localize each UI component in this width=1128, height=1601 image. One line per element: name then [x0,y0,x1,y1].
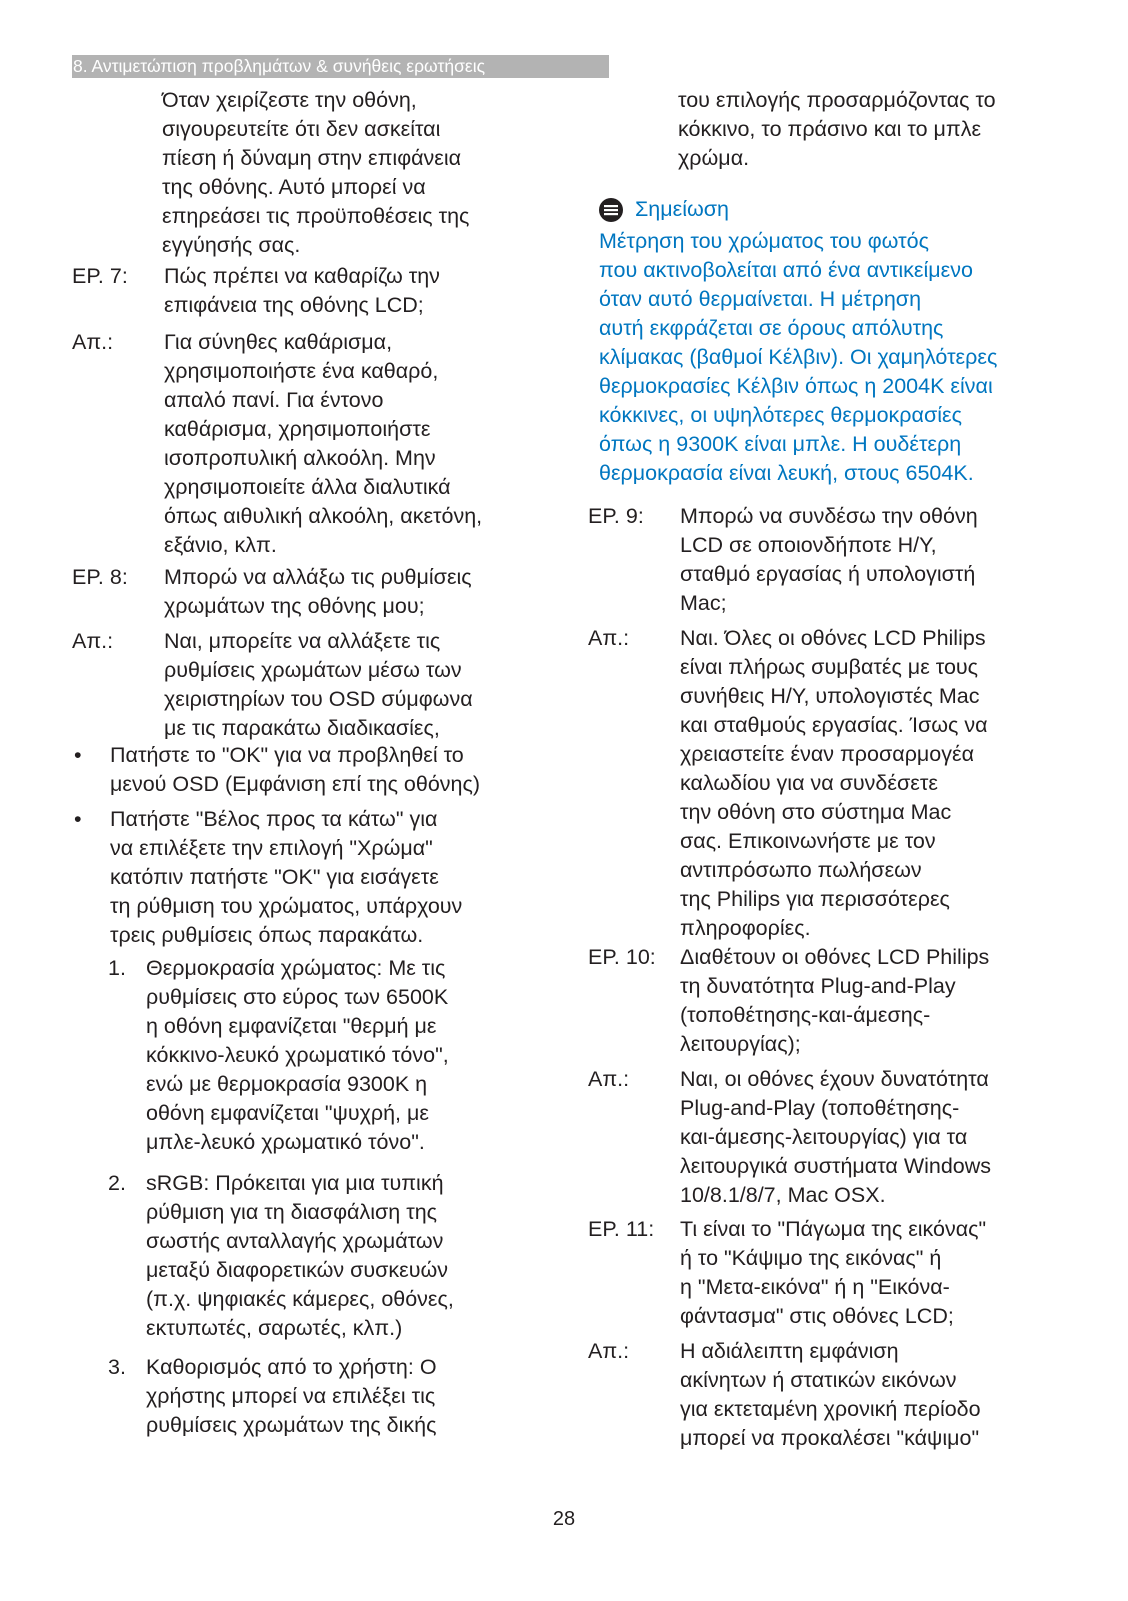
text-line: ρυθμίσεις στο εύρος των 6500K [146,985,449,1009]
question-9 [588,502,1108,618]
text-line: Ναι, μπορείτε να αλλάξετε τις [164,629,441,653]
text-line: κατόπιν πατήστε "OK" για εισάγετε [110,865,439,889]
text-line: εκτυπωτές, σαρωτές, κλπ.) [146,1316,403,1340]
text-line: απαλό πανί. Για έντονο [164,388,384,412]
text-line: Μπορώ να συνδέσω την οθόνη [680,504,978,528]
text-line: κόκκινο, το πράσινο και το μπλε [678,117,982,141]
text-line: καλωδίου για να συνδέσετε [680,771,938,795]
question-label: ΕΡ. 8: [72,565,128,589]
text-line: ρύθμιση για τη διασφάλιση της [146,1200,438,1224]
text-line: πίεση ή δύναμη στην επιφάνεια [162,146,462,170]
text-line: Μέτρηση του χρώματος του φωτός [599,229,929,253]
text-line: επιφάνεια της οθόνης LCD; [164,293,424,317]
text-line: λειτουργίας); [680,1032,801,1056]
text-line: της Philips για περισσότερες [680,887,950,911]
question-label: ΕΡ. 7: [72,264,128,288]
text-line: ή το "Κάψιμο της εικόνας" ή [680,1246,942,1270]
text-line: μπλε-λευκό χρωματικό τόνο". [146,1130,425,1154]
text-line: κλίμακας (βαθμοί Κέλβιν). Οι χαμηλότερες [599,345,998,369]
text-line: χρησιμοποιείτε άλλα διαλυτικά [164,475,451,499]
text-line: LCD σε οποιονδήποτε Η/Υ, [680,533,937,557]
text-line: η "Μετα-εικόνα" ή η "Εικόνα- [680,1275,950,1299]
numbered-item [108,954,608,1157]
text-line: κόκκινες, οι υψηλότερες θερμοκρασίες [599,403,962,427]
question-11 [588,1215,1108,1331]
text-line: με τις παρακάτω διαδικασίες, [164,716,440,740]
text-line: χρήστης μπορεί να επιλέξει τις [146,1384,436,1408]
answer-9 [588,624,1108,943]
intro-paragraph [162,86,602,260]
question-10 [588,943,1108,1059]
question-label: ΕΡ. 10: [588,945,656,969]
text-line: 10/8.1/8/7, Mac OSX. [680,1183,886,1207]
text-line: όταν αυτό θερμαίνεται. Η μέτρηση [599,287,922,311]
text-line: που ακτινοβολείται από ένα αντικείμενο [599,258,973,282]
text-line: σιγουρευτείτε ότι δεν ασκείται [162,117,441,141]
text-line: κόκκινο-λευκό χρωματικό τόνο", [146,1043,449,1067]
text-line: Πατήστε "Βέλος προς τα κάτω" για [110,807,438,831]
text-line: Πατήστε το "OK" για να προβληθεί το [110,743,464,767]
answer-label: Απ.: [588,626,630,650]
text-line: Για σύνηθες καθάρισμα, [164,330,393,354]
text-line: τη δυνατότητα Plug-and-Play [680,974,956,998]
text-line: επηρεάσει τις προϋποθέσεις της [162,204,470,228]
text-line: την οθόνη στο σύστημα Mac [680,800,952,824]
text-line: χρωμάτων της οθόνης μου; [164,594,425,618]
text-line: φάντασμα" στις οθόνες LCD; [680,1304,954,1328]
text-line: χρησιμοποιήστε ένα καθαρό, [164,359,439,383]
text-line: μεταξύ διαφορετικών συσκευών [146,1258,449,1282]
text-line: Τι είναι το "Πάγωμα της εικόνας" [680,1217,987,1241]
answer-7 [72,328,612,560]
bullet-item [72,805,612,950]
answer-8 [72,627,612,743]
note-heading [599,197,729,222]
item-number: 1. [108,956,126,980]
text-line: και σταθμούς εργασίας. Ίσως να [680,713,988,737]
numbered-item [108,1353,608,1440]
note-icon [599,198,623,222]
bullet-item [72,741,612,799]
section-header: 8. Αντιμετώπιση προβλημάτων & συνήθεις ερωτήσεις [72,55,609,78]
text-line: ενώ με θερμοκρασία 9300K η [146,1072,428,1096]
page-number: 28 [552,1508,576,1530]
text-line: και-άμεσης-λειτουργίας) για τα [680,1125,968,1149]
text-line: Όταν χειρίζεστε την οθόνη, [162,88,417,112]
answer-11 [588,1337,1108,1453]
text-line: σταθμό εργασίας ή υπολογιστή [680,562,976,586]
text-line: Θερμοκρασία χρώματος: Με τις [146,956,446,980]
answer-label: Απ.: [72,629,114,653]
note-title: Σημείωση [635,197,730,221]
question-7 [72,262,612,320]
text-line: μπορεί να προκαλέσει "κάψιμο" [680,1426,980,1450]
text-line: λειτουργικά συστήματα Windows [680,1154,992,1178]
text-line: καθάρισμα, χρησιμοποιήστε [164,417,431,441]
text-line: εγγύησής σας. [162,233,301,257]
text-line: Ναι. Όλες οι οθόνες LCD Philips [680,626,986,650]
note-body [599,227,1069,488]
text-line: συνήθεις Η/Υ, υπολογιστές Mac [680,684,980,708]
text-line: τη ρύθμιση του χρώματος, υπάρχουν [110,894,463,918]
answer-label: Απ.: [588,1339,630,1363]
text-line: να επιλέξετε την επιλογή "Χρώμα" [110,836,433,860]
text-line: τρεις ρυθμίσεις όπως παρακάτω. [110,923,424,947]
text-line: ακίνητων ή στατικών εικόνων [680,1368,957,1392]
text-line: ισοπροπυλική αλκοόλη. Μην [164,446,436,470]
text-line: η οθόνη εμφανίζεται "θερμή με [146,1014,437,1038]
bullet-mark: • [74,807,82,831]
text-line: Mac; [680,591,727,615]
text-line: οθόνη εμφανίζεται "ψυχρή, με [146,1101,429,1125]
text-line: για εκτεταμένη χρονική περίοδο [680,1397,981,1421]
question-8 [72,563,612,621]
text-line: του επιλογής προσαρμόζοντας το [678,88,996,112]
text-line: σωστής ανταλλαγής χρωμάτων [146,1229,444,1253]
text-line: θερμοκρασία είναι λευκή, στους 6504K. [599,461,974,485]
text-line: ρυθμίσεις χρωμάτων μέσω των [164,658,462,682]
numbered-item [108,1169,608,1343]
continuation-paragraph [678,86,1098,173]
item-number: 3. [108,1355,126,1379]
text-line: Η αδιάλειπτη εμφάνιση [680,1339,899,1363]
text-line: Πώς πρέπει να καθαρίζω την [164,264,440,288]
text-line: αυτή εκφράζεται σε όρους απόλυτης [599,316,944,340]
text-line: σας. Επικοινωνήστε με τον [680,829,936,853]
text-line: όπως η 9300K είναι μπλε. Η ουδέτερη [599,432,962,456]
text-line: είναι πλήρως συμβατές με τους [680,655,979,679]
text-line: (π.χ. ψηφιακές κάμερες, οθόνες, [146,1287,454,1311]
text-line: Μπορώ να αλλάξω τις ρυθμίσεις [164,565,472,589]
question-label: ΕΡ. 11: [588,1217,655,1241]
text-line: χρώμα. [678,146,750,170]
text-line: αντιπρόσωπο πωλήσεων [680,858,922,882]
text-line: sRGB: Πρόκειται για μια τυπική [146,1171,444,1195]
item-number: 2. [108,1171,126,1195]
text-line: χειριστηρίων του OSD σύμφωνα [164,687,473,711]
question-label: ΕΡ. 9: [588,504,644,528]
text-line: όπως αιθυλική αλκοόλη, ακετόνη, [164,504,483,528]
text-line: της οθόνης. Αυτό μπορεί να [162,175,426,199]
text-line: μενού OSD (Εμφάνιση επί της οθόνης) [110,772,481,796]
text-line: πληροφορίες. [680,916,811,940]
bullet-mark: • [74,743,82,767]
text-line: εξάνιο, κλπ. [164,533,277,557]
answer-label: Απ.: [72,330,114,354]
text-line: θερμοκρασίες Κέλβιν όπως η 2004K είναι [599,374,993,398]
text-line: χρειαστείτε έναν προσαρμογέα [680,742,975,766]
text-line: Καθορισμός από το χρήστη: Ο [146,1355,437,1379]
text-line: Plug-and-Play (τοποθέτησης- [680,1096,960,1120]
text-line: Ναι, οι οθόνες έχουν δυνατότητα [680,1067,989,1091]
answer-10 [588,1065,1108,1210]
text-line: ρυθμίσεις χρωμάτων της δικής [146,1413,437,1437]
answer-label: Απ.: [588,1067,630,1091]
text-line: (τοποθέτησης-και-άμεσης- [680,1003,931,1027]
text-line: Διαθέτουν οι οθόνες LCD Philips [680,945,990,969]
